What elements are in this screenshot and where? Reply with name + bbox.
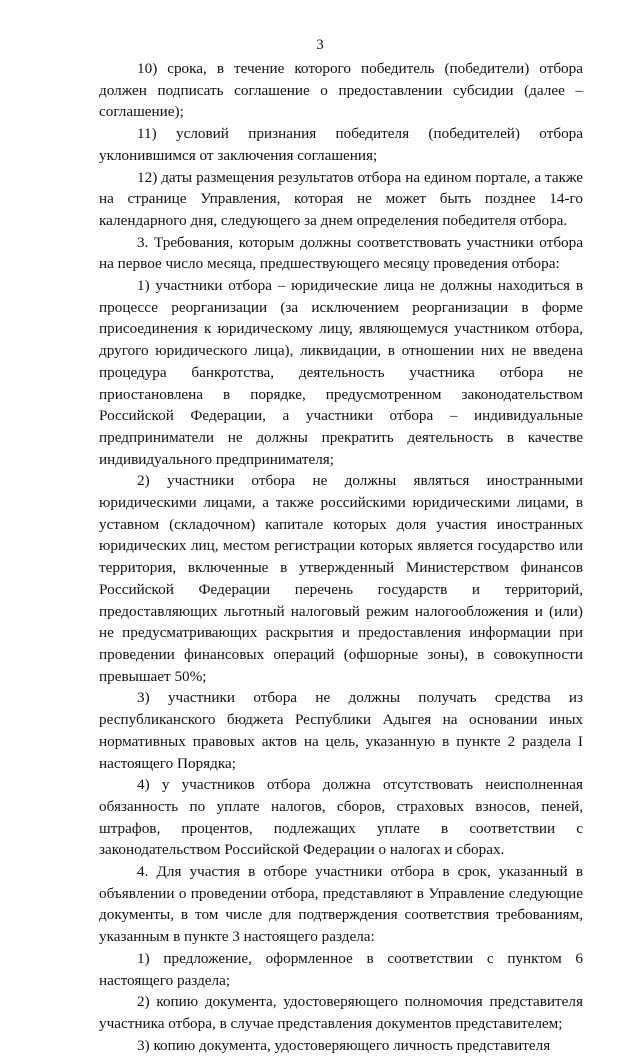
paragraph-requirement-3: 3) участники отбора не должны получать средства из республиканского бюджета Республики Адыгея на основании иных нормативных правовых актов на цель, указанную в пункте 2 раздела I настоящего Порядка; — [99, 689, 583, 772]
paragraph-section-3: 3. Требования, которым должны соответствовать участники отбора на первое число месяца, предшествующего месяцу проведения отбора: — [99, 233, 583, 273]
paragraph-document-2: 2) копию документа, удостоверяющего полномочия представителя участника отбора, в случае представления документов представителем; — [99, 993, 583, 1032]
paragraph-requirement-1: 1) участники отбора – юридические лица не должны находиться в процессе реорганизации (за исключением реорганизации в форме присоединения к юридическому лицу, являющемуся участником отбора, другого юридического лица), ликвидации, в отношении них не введена процедура банкротства, деятельность участника отбора не приостановлена в порядке, предусмотренном законодательством Российской Федерации, а участники отбора – индивидуальные предприниматели не должны прекратить деятельность в качестве индивидуального предпринимателя; — [99, 277, 583, 468]
paragraph-section-4: 4. Для участия в отборе участники отбора в срок, указанный в объявлении о проведении отбора, представляют в Управление следующие документы, в том числе для подтверждения соответствия требованиям, указанным в пункте 3 настоящего раздела: — [99, 863, 583, 946]
paragraph-document-3: 3) копию документа, удостоверяющего личность представителя — [137, 1036, 551, 1054]
paragraph-item-12: 12) даты размещения результатов отбора на едином портале, а также на странице Управления, которая не может быть позднее 14-го календарного дня, следующего за днем определения победителя отбора. — [99, 168, 583, 229]
paragraph-document-1: 1) предложение, оформленное в соответствии с пунктом 6 настоящего раздела; — [99, 949, 583, 989]
paragraph-requirement-4: 4) у участников отбора должна отсутствовать неисполненная обязанность по уплате налогов, сборов, страховых взносов, пеней, штрафов, процентов, подлежащих уплате в соответствии с законодательством Российской Федерации о налогах и сборах. — [99, 776, 583, 859]
paragraph-item-11: 11) условий признания победителя (победителей) отбора уклонившимся от заключения соглашения; — [99, 125, 583, 164]
page-number: 3 — [316, 37, 324, 53]
document-body — [99, 58, 583, 1056]
paragraph-requirement-2: 2) участники отбора не должны являться иностранными юридическими лицами, а также российскими юридическими лицами, в уставном (складочном) капитале которых доля участия иностранных юридических лиц, местом регистрации которых является государство или территория, включенные в утвержденный Министерством финансов Российской Федерации перечень государств и территорий, предоставляющих льготный налоговый режим налогообложения и (или) не предусматривающих раскрытия и предоставления информации при проведении финансовых операций (офшорные зоны), в совокупности превышает 50%; — [99, 472, 583, 685]
paragraph-item-10: 10) срока, в течение которого победитель (победители) отбора должен подписать соглашение о предоставлении субсидии (далее – соглашение); — [99, 60, 583, 121]
